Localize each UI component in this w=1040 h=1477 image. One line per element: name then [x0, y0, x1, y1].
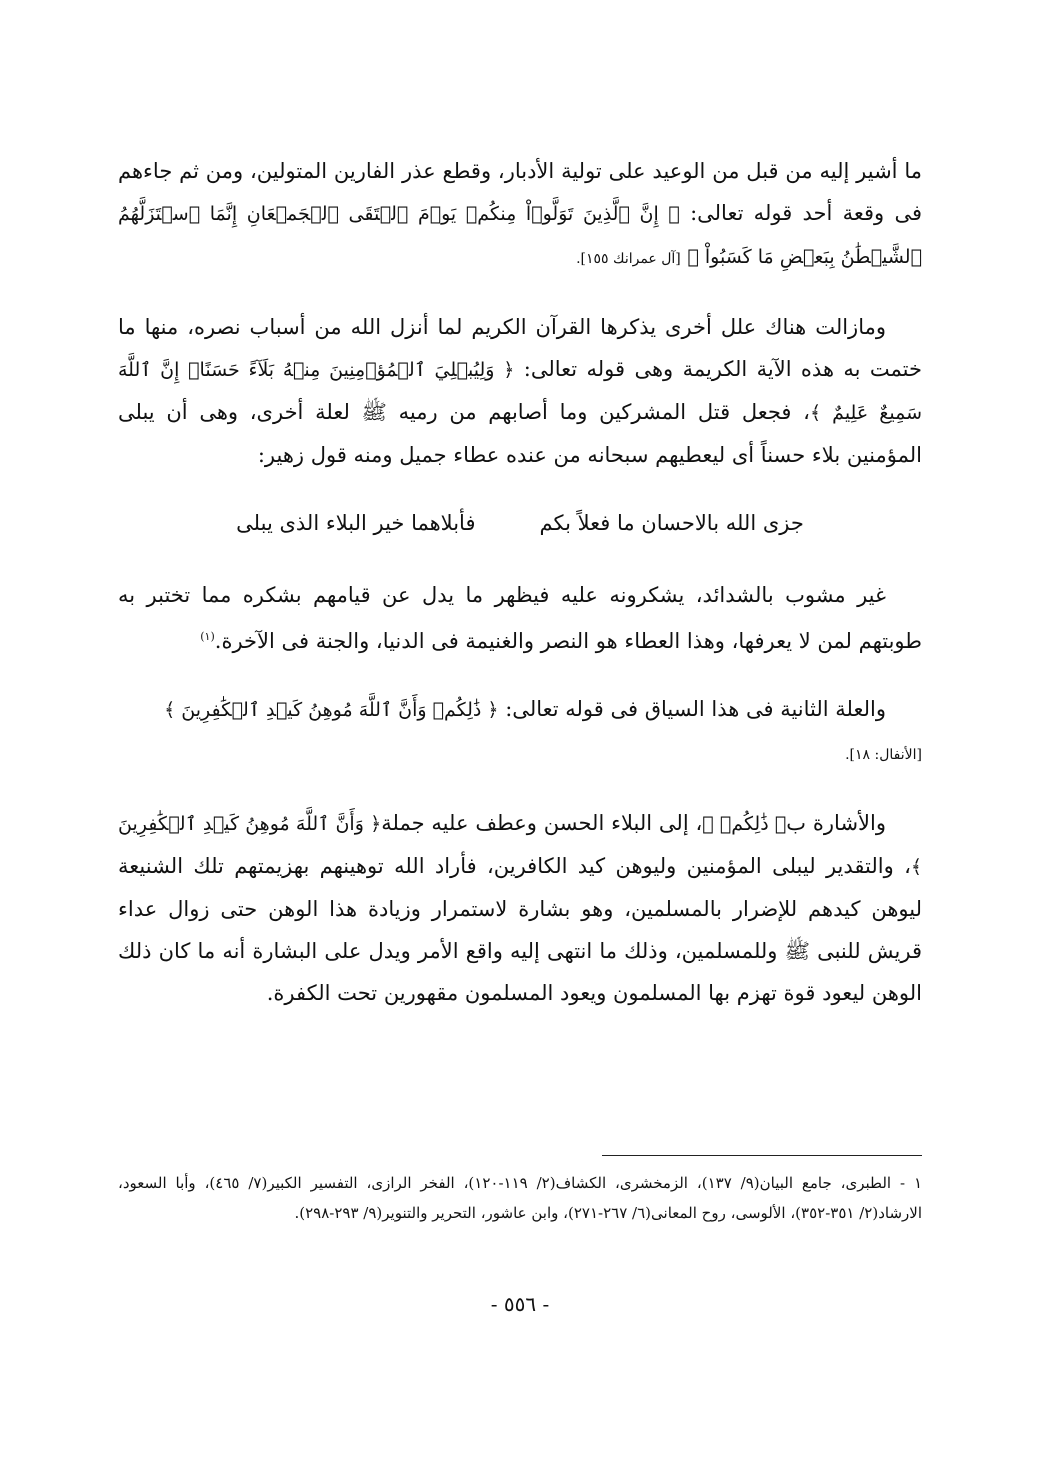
paragraph-5	[118, 802, 922, 1014]
poem-verse	[118, 502, 922, 544]
verse-citation: [الأنفال: ١٨].	[845, 747, 922, 763]
poem-hemistich-1: جزى الله بالاحسان ما فعلاً بكم	[539, 511, 804, 535]
paragraph-4	[118, 688, 922, 776]
paragraph-3	[118, 574, 922, 662]
verse-citation: [آل عمرانك ١٥٥].	[576, 251, 681, 267]
paragraph-text: والعلة الثانية فى هذا السياق فى قوله تعالى:	[505, 697, 886, 721]
main-text	[118, 150, 922, 1040]
quran-verse: ﴿ وَلِيُبۡلِيَ ٱلۡمُؤۡمِنِينَ مِنۡهُ بَلَآءً حَسَنًاۚ إِنَّ ٱللَّهَ سَمِيعٌ عَلِيمٌ ﴾	[118, 359, 923, 424]
paragraph-text: غير مشوب بالشدائد، يشكرونه عليه فيظهر ما يدل عن قيامهم بشكره مما تختبر به طوبتهم لمن لا يعرفها، وهذا العطاء هو النصر والغنيمة فى الدنيا، والجنة فى الآخرة.	[118, 583, 922, 653]
paragraph-2	[118, 306, 922, 476]
paragraph-1	[118, 150, 922, 280]
paragraph-text: ، والتقدير ليبلى المؤمنين وليوهن كيد الكافرين، فأراد الله توهينهم بهزيمتهم تلك الشنيعة ليوهن كيدهم للإضرار بالمسلمين، وهو بشارة لاستمرار وزيادة هذا الوهن حتى زوال عداء قريش للنبى ﷺ وللمسلمين، وذلك ما انتهى إليه واقع الأمر ويدل على البشارة أنه ما كان ذلك الوهن ليعود قوة تهزم بها المسلمون ويعود المسلمون مقهورين تحت الكفرة.	[118, 854, 922, 1005]
footnote-divider	[602, 1155, 922, 1156]
footnotes	[118, 1168, 922, 1228]
paragraph-text: ما أشير إليه من قبل من الوعيد على تولية الأدبار، وقطع عذر الفارين المتولين، ومن ثم جاءهم فى وقعة أحد قوله تعالى:	[118, 159, 922, 225]
paragraph-text: والأشارة ب	[786, 811, 886, 835]
paragraph-text: ، إلى البلاء الحسن وعطف عليه جملة	[381, 811, 703, 835]
quran-verse: ﴿ ذَٰلِكُمۡ وَأَنَّ ٱللَّهَ مُوهِنُ كَيۡدِ ٱلۡكَٰفِرِينَ ﴾	[164, 699, 499, 721]
footnote-item: ١ - الطبرى، جامع البيان(٩/ ١٣٧)، الزمخشرى، الكشاف(٢/ ١١٩-١٢٠)، الفخر الرازى، التفسير الكبير(٧/ ٤٦٥)، وأبا السعود، الارشاد(٢/ ٣٥١-٣٥٢)، الألوسى، روح المعانى(٦/ ٢٦٧-٢٧١)، وابن عاشور، التحرير والتنوير(٩/ ٢٩٣-٢٩٨).	[118, 1174, 923, 1222]
poem-hemistich-2: فأبلاهما خير البلاء الذى يبلى	[236, 511, 476, 535]
quran-verse: ﴿ ذَٰلِكُمۡ ﴾	[702, 813, 787, 835]
page-number: - ٥٥٦ -	[490, 1292, 550, 1316]
quran-verse: ﴿ إِنَّ ٱلَّذِينَ تَوَلَّوۡاْ مِنكُمۡ يَوۡمَ ٱلۡتَقَى ٱلۡجَمۡعَانِ إِنَّمَا ٱسۡتَزَلَّهُمُ ٱلشَّيۡطَٰنُ بِبَعۡضِ مَا كَسَبُواْ ﴾	[118, 203, 922, 268]
paragraph-text: ومازالت هناك علل أخرى يذكرها القرآن الكريم لما أنزل الله من أسباب نصره، منها ما ختمت به هذه الآية الكريمة وهى قوله تعالى:	[118, 315, 923, 381]
paragraph-text: ، فجعل قتل المشركين وما أصابهم من رميه ﷺ لعلة أخرى، وهى أن يبلى المؤمنين بلاء حسناً أى ليعطيهم سبحانه من عنده عطاء جميل ومنه قول زهير:	[118, 400, 922, 467]
quran-verse: ﴿ وَأَنَّ ٱللَّهَ مُوهِنُ كَيۡدِ ٱلۡكَٰفِرِينَ ﴾	[118, 813, 922, 878]
footnote-reference: (١)	[200, 630, 215, 643]
